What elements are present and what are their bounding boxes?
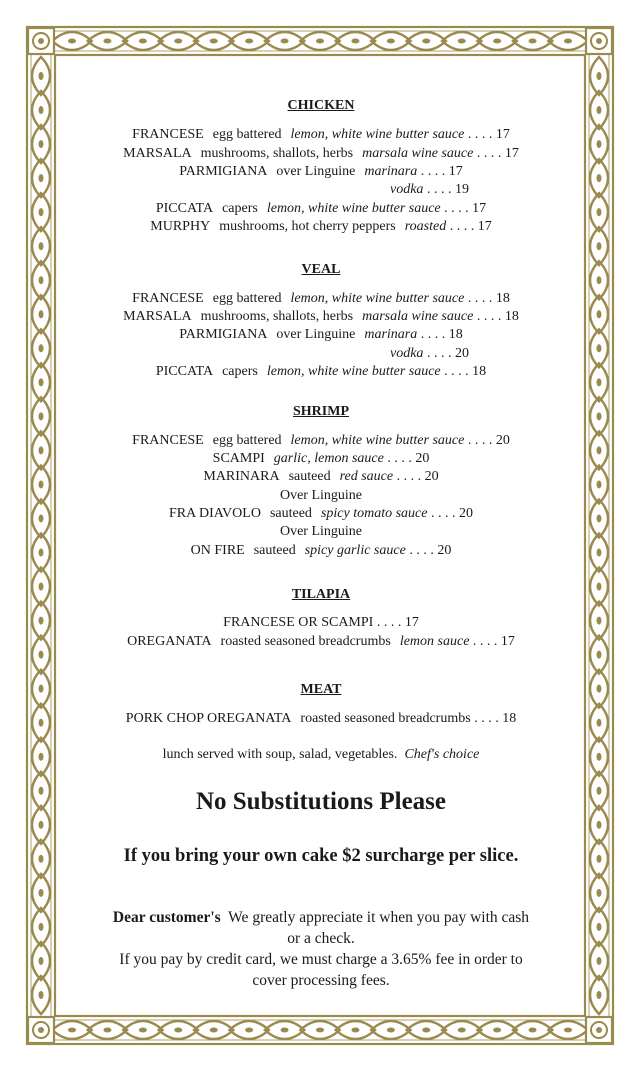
border-link-dot	[458, 39, 466, 44]
border-link-dot	[39, 480, 44, 488]
menu-item-variant: vodka . . . . 20	[390, 346, 469, 361]
border-link-dot	[39, 106, 44, 114]
customer-payment-note	[70, 907, 572, 991]
border-link-dot	[597, 617, 602, 625]
border-link-dot	[103, 39, 111, 44]
border-link-dot	[210, 39, 218, 44]
menu-item: PICCATA capers lemon, white wine butter sauce . . . . 18	[155, 364, 487, 379]
border-link-dot	[597, 208, 602, 216]
border-link-dot	[39, 446, 44, 454]
border-link-dot	[68, 39, 76, 44]
border-link-dot	[39, 821, 44, 829]
border-link-dot	[39, 957, 44, 965]
border-link-dot	[210, 1028, 218, 1033]
border-link-dot	[597, 378, 602, 386]
border-link-dot	[529, 1028, 537, 1033]
cake-surcharge-notice: If you bring your own cake $2 surcharge per slice.	[123, 846, 519, 866]
menu-item: FRANCESE OR SCAMPI . . . . 17	[223, 615, 419, 630]
border-link-dot	[245, 1028, 253, 1033]
border-link-dot	[39, 583, 44, 591]
border-link-dot	[597, 753, 602, 761]
menu-item: MARINARA sauteed red sauce . . . . 20	[203, 469, 439, 484]
border-link-dot	[174, 39, 182, 44]
menu-item: ON FIRE sauteed spicy garlic sauce . . . . 20	[190, 543, 452, 558]
menu-item: FRANCESE egg battered lemon, white wine butter sauce . . . . 18	[132, 291, 510, 306]
border-link-dot	[597, 549, 602, 557]
border-corner-dot	[596, 38, 602, 44]
border-link-dot	[597, 310, 602, 318]
border-link-dot	[245, 39, 253, 44]
border-link-dot	[597, 412, 602, 420]
border-link-dot	[597, 923, 602, 931]
border-link-dot	[39, 72, 44, 80]
border-link-dot	[39, 685, 44, 693]
section-title-tilapia: TILAPIA	[291, 587, 351, 602]
border-link-dot	[422, 1028, 430, 1033]
border-link-dot	[39, 378, 44, 386]
border-link-dot	[597, 106, 602, 114]
no-substitutions-heading: No Substitutions Please	[195, 788, 447, 815]
border-link-dot	[281, 1028, 289, 1033]
border-link-dot	[39, 617, 44, 625]
border-link-dot	[39, 889, 44, 897]
border-link-dot	[39, 412, 44, 420]
menu-item: FRANCESE egg battered lemon, white wine butter sauce . . . . 20	[132, 433, 510, 448]
border-link-dot	[493, 1028, 501, 1033]
menu-item: FRA DIAVOLO sauteed spicy tomato sauce . . . . 20	[169, 506, 473, 521]
border-link-dot	[597, 685, 602, 693]
border-link-dot	[316, 39, 324, 44]
border-link-dot	[597, 787, 602, 795]
menu-item: OREGANATA roasted seasoned breadcrumbs lemon sauce . . . . 17	[127, 634, 515, 649]
border-link-dot	[597, 957, 602, 965]
border-link-dot	[351, 1028, 359, 1033]
border-corner-dot	[38, 38, 44, 44]
border-link-dot	[39, 719, 44, 727]
customer-note-line: Dear customer's We greatly appreciate it when you pay with cash	[112, 909, 530, 926]
border-link-dot	[39, 753, 44, 761]
border-link-dot	[458, 1028, 466, 1033]
border-link-dot	[387, 1028, 395, 1033]
border-link-dot	[174, 1028, 182, 1033]
menu-item: MURPHY mushrooms, hot cherry peppers roasted . . . . 17	[150, 219, 492, 234]
border-link-dot	[281, 39, 289, 44]
border-link-dot	[597, 583, 602, 591]
border-link-dot	[39, 140, 44, 148]
border-link-dot	[39, 651, 44, 659]
border-link-dot	[597, 889, 602, 897]
menu-item-note: Over Linguine	[279, 524, 363, 539]
border-link-dot	[39, 344, 44, 352]
border-link-dot	[597, 140, 602, 148]
border-link-dot	[351, 39, 359, 44]
border-link-dot	[316, 1028, 324, 1033]
border-link-dot	[597, 855, 602, 863]
border-link-dot	[39, 787, 44, 795]
border-link-dot	[597, 651, 602, 659]
border-link-dot	[68, 1028, 76, 1033]
menu-item-variant: vodka . . . . 19	[390, 182, 469, 197]
section-title-shrimp: SHRIMP	[293, 404, 349, 419]
border-link-dot	[564, 1028, 572, 1033]
menu-item: FRANCESE egg battered lemon, white wine butter sauce . . . . 17	[132, 127, 510, 142]
border-corner-dot	[596, 1027, 602, 1033]
border-link-dot	[39, 991, 44, 999]
border-link-dot	[529, 39, 537, 44]
border-link-dot	[39, 242, 44, 250]
customer-note-line: cover processing fees.	[252, 972, 390, 989]
border-link-dot	[39, 855, 44, 863]
border-link-dot	[39, 549, 44, 557]
menu-item: MARSALA mushrooms, shallots, herbs marsala wine sauce . . . . 18	[123, 309, 519, 324]
border-link-dot	[422, 39, 430, 44]
border-link-dot	[139, 1028, 147, 1033]
border-link-dot	[564, 39, 572, 44]
border-link-dot	[597, 480, 602, 488]
border-link-dot	[597, 72, 602, 80]
border-link-dot	[493, 39, 501, 44]
menu-item: PARMIGIANA over Linguine marinara . . . . 17	[179, 164, 463, 179]
menu-item: SCAMPI garlic, lemon sauce . . . . 20	[212, 451, 430, 466]
section-title-meat: MEAT	[300, 682, 342, 697]
border-link-dot	[39, 514, 44, 522]
customer-note-line: If you pay by credit card, we must charge a 3.65% fee in order to	[119, 951, 523, 968]
border-link-dot	[597, 242, 602, 250]
border-link-dot	[597, 446, 602, 454]
border-corner-dot	[38, 1027, 44, 1033]
menu-item: PICCATA capers lemon, white wine butter sauce . . . . 17	[155, 201, 487, 216]
border-link-dot	[39, 310, 44, 318]
border-link-dot	[597, 821, 602, 829]
border-link-dot	[39, 174, 44, 182]
border-link-dot	[597, 514, 602, 522]
border-link-dot	[387, 39, 395, 44]
border-link-dot	[597, 344, 602, 352]
border-link-dot	[139, 39, 147, 44]
border-link-dot	[597, 174, 602, 182]
menu-item: PARMIGIANA over Linguine marinara . . . . 18	[179, 327, 463, 342]
section-title-chicken: CHICKEN	[287, 98, 355, 113]
lunch-note: lunch served with soup, salad, vegetables. Chef's choice	[162, 747, 480, 762]
menu-item: PORK CHOP OREGANATA roasted seasoned breadcrumbs . . . . 18	[125, 711, 517, 726]
border-link-dot	[597, 276, 602, 284]
menu-item: MARSALA mushrooms, shallots, herbs marsala wine sauce . . . . 17	[123, 146, 519, 161]
border-link-dot	[39, 923, 44, 931]
section-title-veal: VEAL	[301, 262, 341, 277]
border-link-dot	[597, 719, 602, 727]
border-link-dot	[103, 1028, 111, 1033]
customer-note-line: or a check.	[287, 930, 355, 947]
border-link-dot	[39, 276, 44, 284]
menu-item-note: Over Linguine	[279, 488, 363, 503]
border-link-dot	[39, 208, 44, 216]
border-link-dot	[597, 991, 602, 999]
